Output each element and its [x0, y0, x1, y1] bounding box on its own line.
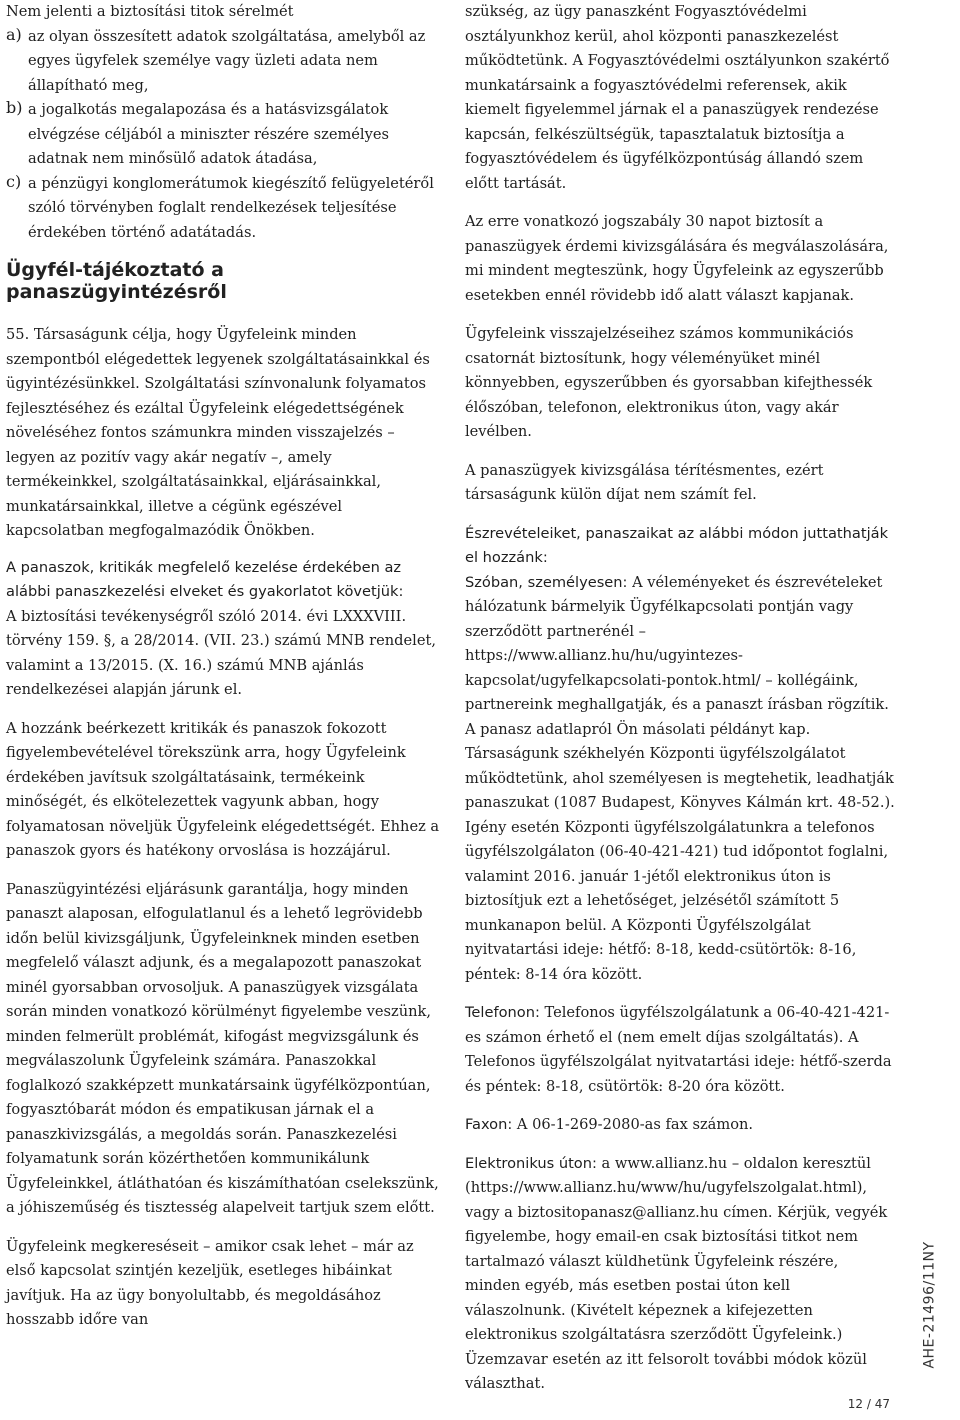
verbal-channel — [465, 571, 895, 988]
phone-label: Telefonon: — [465, 1004, 540, 1021]
fax-channel — [465, 1113, 895, 1138]
document-code-text: AHE-21496/11NY — [922, 1241, 938, 1369]
deadline-paragraph: Az erre vonatkozó jogszabály 30 napot biztosít a panaszügyek érdemi kivizsgálására és megválaszolására, mi mindent megteszünk, hogy Ügyfeleink az egyszerűbb esetekben ennél rövidebb idő alatt választ kapjanak. — [465, 213, 889, 304]
continuation-paragraph: szükség, az ügy panaszként Fogyasztóvédelmi osztályunkhoz kerül, ahol központi panaszkezelést működtetünk. A Fogyasztóvédelmi osztályunkon szakértő munkatársaink a fogyasztóvédelmi referensek, akik kiemelt figyelemmel járnak el a panaszügyek rendezése kapcsán, felkészültségük, tapasztalatuk biztosítja a fogyasztóvédelem és ügyfélközpontúság állandó szem előtt tartását. — [465, 3, 890, 192]
electronic-label: Elektronikus úton: — [465, 1154, 597, 1172]
free-of-charge-paragraph: A panaszügyek kivizsgálása térítésmentes, ezért társaságunk külön díjat nem számít fel. — [465, 461, 824, 503]
verbal-text: A véleményeket és észrevételeket hálózatunk bármelyik Ügyfélkapcsolati pontján vagy szerződött partnerénél – https://www.allianz.hu/hu/ugyintezes-kapcsolat/ugyfelkapcsolati-pontok.html/ – kollégáink, partnereink meghallgatják, és a panaszt írásban rögzítik. A panasz adatlapról Ön másolati példányt kap. Társaságunk székhelyén Központi ügyfélszolgálatot működtetünk, ahol személyesen is megtehetik, leadhatják panaszukat (1087 Budapest, Könyves Kálmán krt. 48-52.). Igény esetén Központi ügyfélszolgálatunkra a telefonos ügyfélszolgálaton (06-40-421-421) tud időpontot foglalni, valamint 2016. január 1-jétől elektronikus úton is biztosítjuk ezt a lehetőséget, jelzésétől számított 5 munkanapon belül. A Központi Ügyfélszolgálat nyitvatartási ideje: hétfő: 8-18, kedd-csütörtök: 8-16, péntek: 8-14 óra között. — [465, 573, 895, 983]
list-item-text: a pénzügyi konglomerátumok kiegészítő felügyeletéről szóló törvényben foglalt rendelkezések teljesítése érdekében történő adatátadás. — [28, 174, 434, 241]
verbal-label: Szóban, személyesen: — [465, 573, 628, 591]
principles-lead: A panaszok, kritikák megfelelő kezelése érdekében az alábbi panaszkezelési elveket és gyakorlatot követjük: — [6, 558, 404, 600]
page-number: 12 / 47 — [847, 1397, 890, 1411]
list-marker: c) — [6, 171, 22, 191]
list-item-text: a jogalkotás megalapozása és a hatásvizsgálatok elvégzése céljából a miniszter részére személyes adatnak nem minősülő adatok átadása, — [28, 101, 389, 167]
left-column — [6, 0, 440, 1333]
list-marker: b) — [6, 98, 23, 117]
intro-text: Nem jelenti a biztosítási titok sérelmét — [6, 3, 294, 20]
channels-paragraph: Ügyfeleink visszajelzéseihez számos kommunikációs csatornát biztosítunk, hogy véleményüket minél könnyebben, egyszerűbben és gyorsabban kifejthessék élőszóban, telefonon, elektronikus úton, vagy akár levélben. — [465, 325, 873, 440]
fax-text: A 06-1-269-2080-as fax számon. — [512, 1116, 754, 1133]
requests-paragraph: Ügyfeleink megkereséseit – amikor csak lehet – már az első kapcsolat szintjén kezeljük, esetleges hibáinkat javítjuk. Ha az ügy bonyolultabb, és megoldásához hosszabb időre van — [6, 1237, 414, 1328]
law-reference: A biztosítási tevékenységről szóló 2014. évi LXXXVIII. törvény 159. §, a 28/2014. (VII. 23.) számú MNB rendelet, valamint a 13/2015. (X. 16.) számú MNB ajánlás rendelkezései alapján járunk el. — [6, 607, 436, 698]
right-column — [465, 0, 895, 1397]
list-item — [6, 172, 440, 246]
procedure-paragraph: Panaszügyintézési eljárásunk garantálja, hogy minden panaszt alaposan, elfogulatlanul és a lehető legrövidebb időn belül kivizsgáljunk, Ügyfeleinknek minden esetben megfelelő választ adjunk, és a megalapozott panaszokat minél gyorsabban orvosoljuk. A panaszügyek vizsgálata során minden vonatkozó körülményt figyelembe veszünk, minden felmerült problémát, kifogást megvizsgálunk és megválaszolunk Ügyfeleink számára. Panaszokkal foglalkozó szakképzett munkatársaink ügyfélközpontúan, fogyasztóbarát módon és empatikusan járnak el a panaszkivizsgálás, a megoldás során. Panaszkezelési folyamatunk során közérthetően kommunikálunk Ügyfeleinkkel, átláthatóan és kiszámíthatóan cselekszünk, a jóhiszeműség és tisztesség alapelveit tartjuk szem előtt. — [6, 880, 439, 1216]
list-item — [6, 98, 440, 172]
electronic-channel — [465, 1152, 895, 1397]
section-heading: Ügyfél-tájékoztató a panaszügyintézésről — [6, 259, 227, 303]
feedback-paragraph: A hozzánk beérkezett kritikák és panaszok fokozott figyelembevételével törekszünk arra, hogy Ügyfeleink érdekében javítsuk szolgáltatásaink, termékeink minőségét, és elkötelezettek vagyunk abban, hogy folyamatosan növeljük Ügyfeleink elégedettségét. Ehhez a panaszok gyors és hatékony orvoslása is hozzájárul. — [6, 719, 440, 859]
list-item-text: az olyan összesített adatok szolgáltatása, amelyből az egyes ügyfelek személye vagy üzleti adata nem állapítható meg, — [28, 27, 426, 94]
contact-heading: Észrevételeiket, panaszaikat az alábbi módon juttathatják el hozzánk: — [465, 524, 889, 566]
list-item — [6, 25, 440, 99]
document-code — [900, 1240, 960, 1370]
list-marker: a) — [6, 24, 22, 44]
paragraph-55: 55. Társaságunk célja, hogy Ügyfeleink minden szempontból elégedettek legyenek szolgáltatásainkkal és ügyintézésünkkel. Szolgáltatási színvonalunk folyamatos fejlesztéséhez és ezáltal Ügyfeleink elégedettségének növeléséhez fontos számunkra minden visszajelzés – legyen az pozitív vagy akár negatív –, amely termékeinkkel, szolgáltatásainkkal, eljárásainkkal, munkatársainkkal, illetve a cégünk egészével kapcsolatban megfogalmazódik Önökben. — [6, 326, 430, 539]
phone-text: Telefonos ügyfélszolgálatunk a 06-40-421-421-es számon érhető el (nem emelt díjas szolgáltatás). A Telefonos ügyfélszolgálat nyitvatartási ideje: hétfő-szerda és péntek: 8-18, csütörtök: 8-20 óra között. — [465, 1004, 892, 1095]
fax-label: Faxon: — [465, 1116, 513, 1133]
phone-channel — [465, 1001, 895, 1099]
electronic-text: a www.allianz.hu – oldalon keresztül (https://www.allianz.hu/www/hu/ugyfelszolgalat.html), vagy a biztositopanasz@allianz.hu címen. Kérjük, vegyék figyelembe, hogy email-en csak biztosítási titkot nem tartalmazó választ küldhetünk Ügyfeleink részére, minden egyéb, más esetben postai úton kell válaszolnunk. (Kivételt képeznek a kifejezetten elektronikus szolgáltatásra szerződött Ügyfeleink.) Üzemzavar esetén az itt felsorolt további módok közül választhat. — [465, 1154, 888, 1392]
